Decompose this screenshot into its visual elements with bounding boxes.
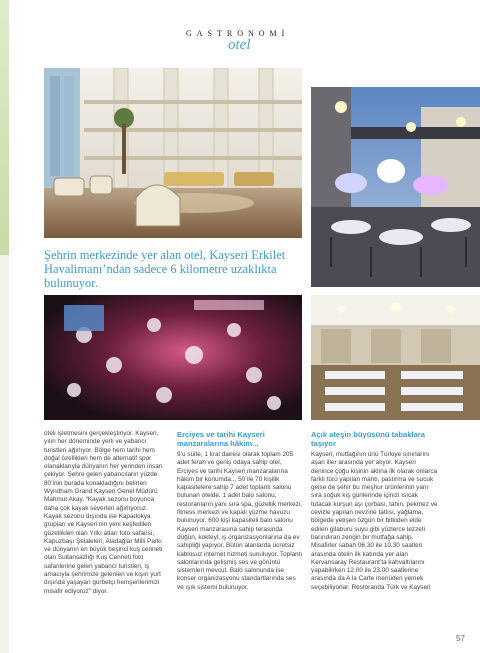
column-3-body: Kayseri, mutfağının ünü Türkiye sınırlarını aşan iller arasında yer alıyor. Kayseri denince çoğu kişinin aklına ilk olarak onlarca farklı türü yapılan mantı, pastırma ve sucuk gelse de şehir bu meşhur ürünlerinin yanı sıra soğuk kış günlerinde içinizi ısıcak tutacak kurşun aşı çorbası, tahin, pekmez ve cevizle yapılan nevzine tatlısı, yağlama, bölgede yetişen özgün bir bitkiden elde edilen gilaburu suyu gibi yüzlerce lezzeti barındıran zengin bir mutfağa sahip. Misafirler sabah 06.30 ile 10.30 saatleri arasında otelin ilk katında yer alan Kervansaray Restaurant’ta kahvaltılarını yapabilirken 12.00 ile 23.00 saatlerine arasında da A la Carte menüden yemek seçebiliyorlar. Restoranda Türk ve Kayseri: [311, 451, 438, 591]
lobby-photo: [44, 68, 302, 238]
section-title: GASTRONOMİ: [186, 29, 290, 38]
column-2-heading: Erciyes ve tarihi Kayseri manzaralarına hâkim...: [177, 430, 265, 448]
column-2-body: 9’u süite, 1 kral dairesi olarak toplam 205 adet ferah ve geniş odaya sahip otel, Erciyes ve tarihi Kayseri manzaralarına hâkim bir konumda... 50 ile 70 kişilik kapasitelere sahip 7 adet toplantı salonu bulunan otelde, 1 adet balo salonu, restoranların yanı sıra spa, güzellik merkezi, fitness merkezi ve kapalı yüzme havuzu bulunuyor. 600 kişi kapasiteli balo salonu Kayseri manzarasına sahip terasında düğün, kokteyl, iş organizasyonlarına da ev sahipliği yapıyor. Bütün alanlarda ücretsiz kablosuz internet hizmeti sunuluyor. Toplantı salonlarında gelişmiş ses ve görüntü sistemleri mevcut. Balo salonunda ise konser organizasyonu standartlarında ses ve ışık sistemi bulunuyor.: [177, 451, 303, 591]
page-number: 57: [456, 634, 465, 643]
terrace-event-photo: [311, 87, 480, 287]
banquet-hall-photo: [44, 295, 302, 420]
text-column-2: [177, 430, 303, 592]
page-edge-strip: [0, 255, 9, 653]
column-3-heading: Açık ateşin büyüsünü tabaklara taşıyor: [311, 430, 425, 448]
section-subtitle: otel: [228, 37, 251, 53]
text-column-3: [311, 430, 439, 592]
column-1-body: oteli işletmesini gerçekleştiriyor. Kayseri, yılın her döneminde yerli ve yabancı turistleri ağırlıyor. Bölge hem tarihi hem doğal özellikleri hem de alternatif spor olanaklarıyla dünyanın her yerinden insan çekiyor. Şehre gelen yabancıların yüzde 80’inin burada konakladığını belirten Wyndham Grand Kayseri Genel Müdürü Mahmut Akay, “Kayak sezonu boyunca daha çok kayak severleri ağırlıyoruz. Kayak sezonu dışında ise Kapadokya grupları ve Kayseri’nin yeni keşfedilen güzellikleri olan Yılkı atları foto safarisi, Kapuzbaşı Şelaleleri, Aladağlar Milli Parkı ve dünyanın en büyük beşinci kuş cenneti olan Sultansazlığı Kuş Cenneti foto safarilerine gelen yabancı turistleri, iş amacıyla şehrimize gelenleri ve kışın yurt dışında yaşayan gurbetçi hemşerilerimizi misafir ediyoruz” diyor.: [44, 430, 163, 595]
text-column-1: [44, 430, 164, 596]
page-edge-decoration: [0, 0, 9, 255]
meeting-room-photo: [311, 295, 480, 420]
article-headline: Şehrin merkezinde yer alan otel, Kayseri Erkilet Havalimanı’ndan sadece 6 kilometre uzaklıkta bulunuyor.: [44, 248, 286, 290]
